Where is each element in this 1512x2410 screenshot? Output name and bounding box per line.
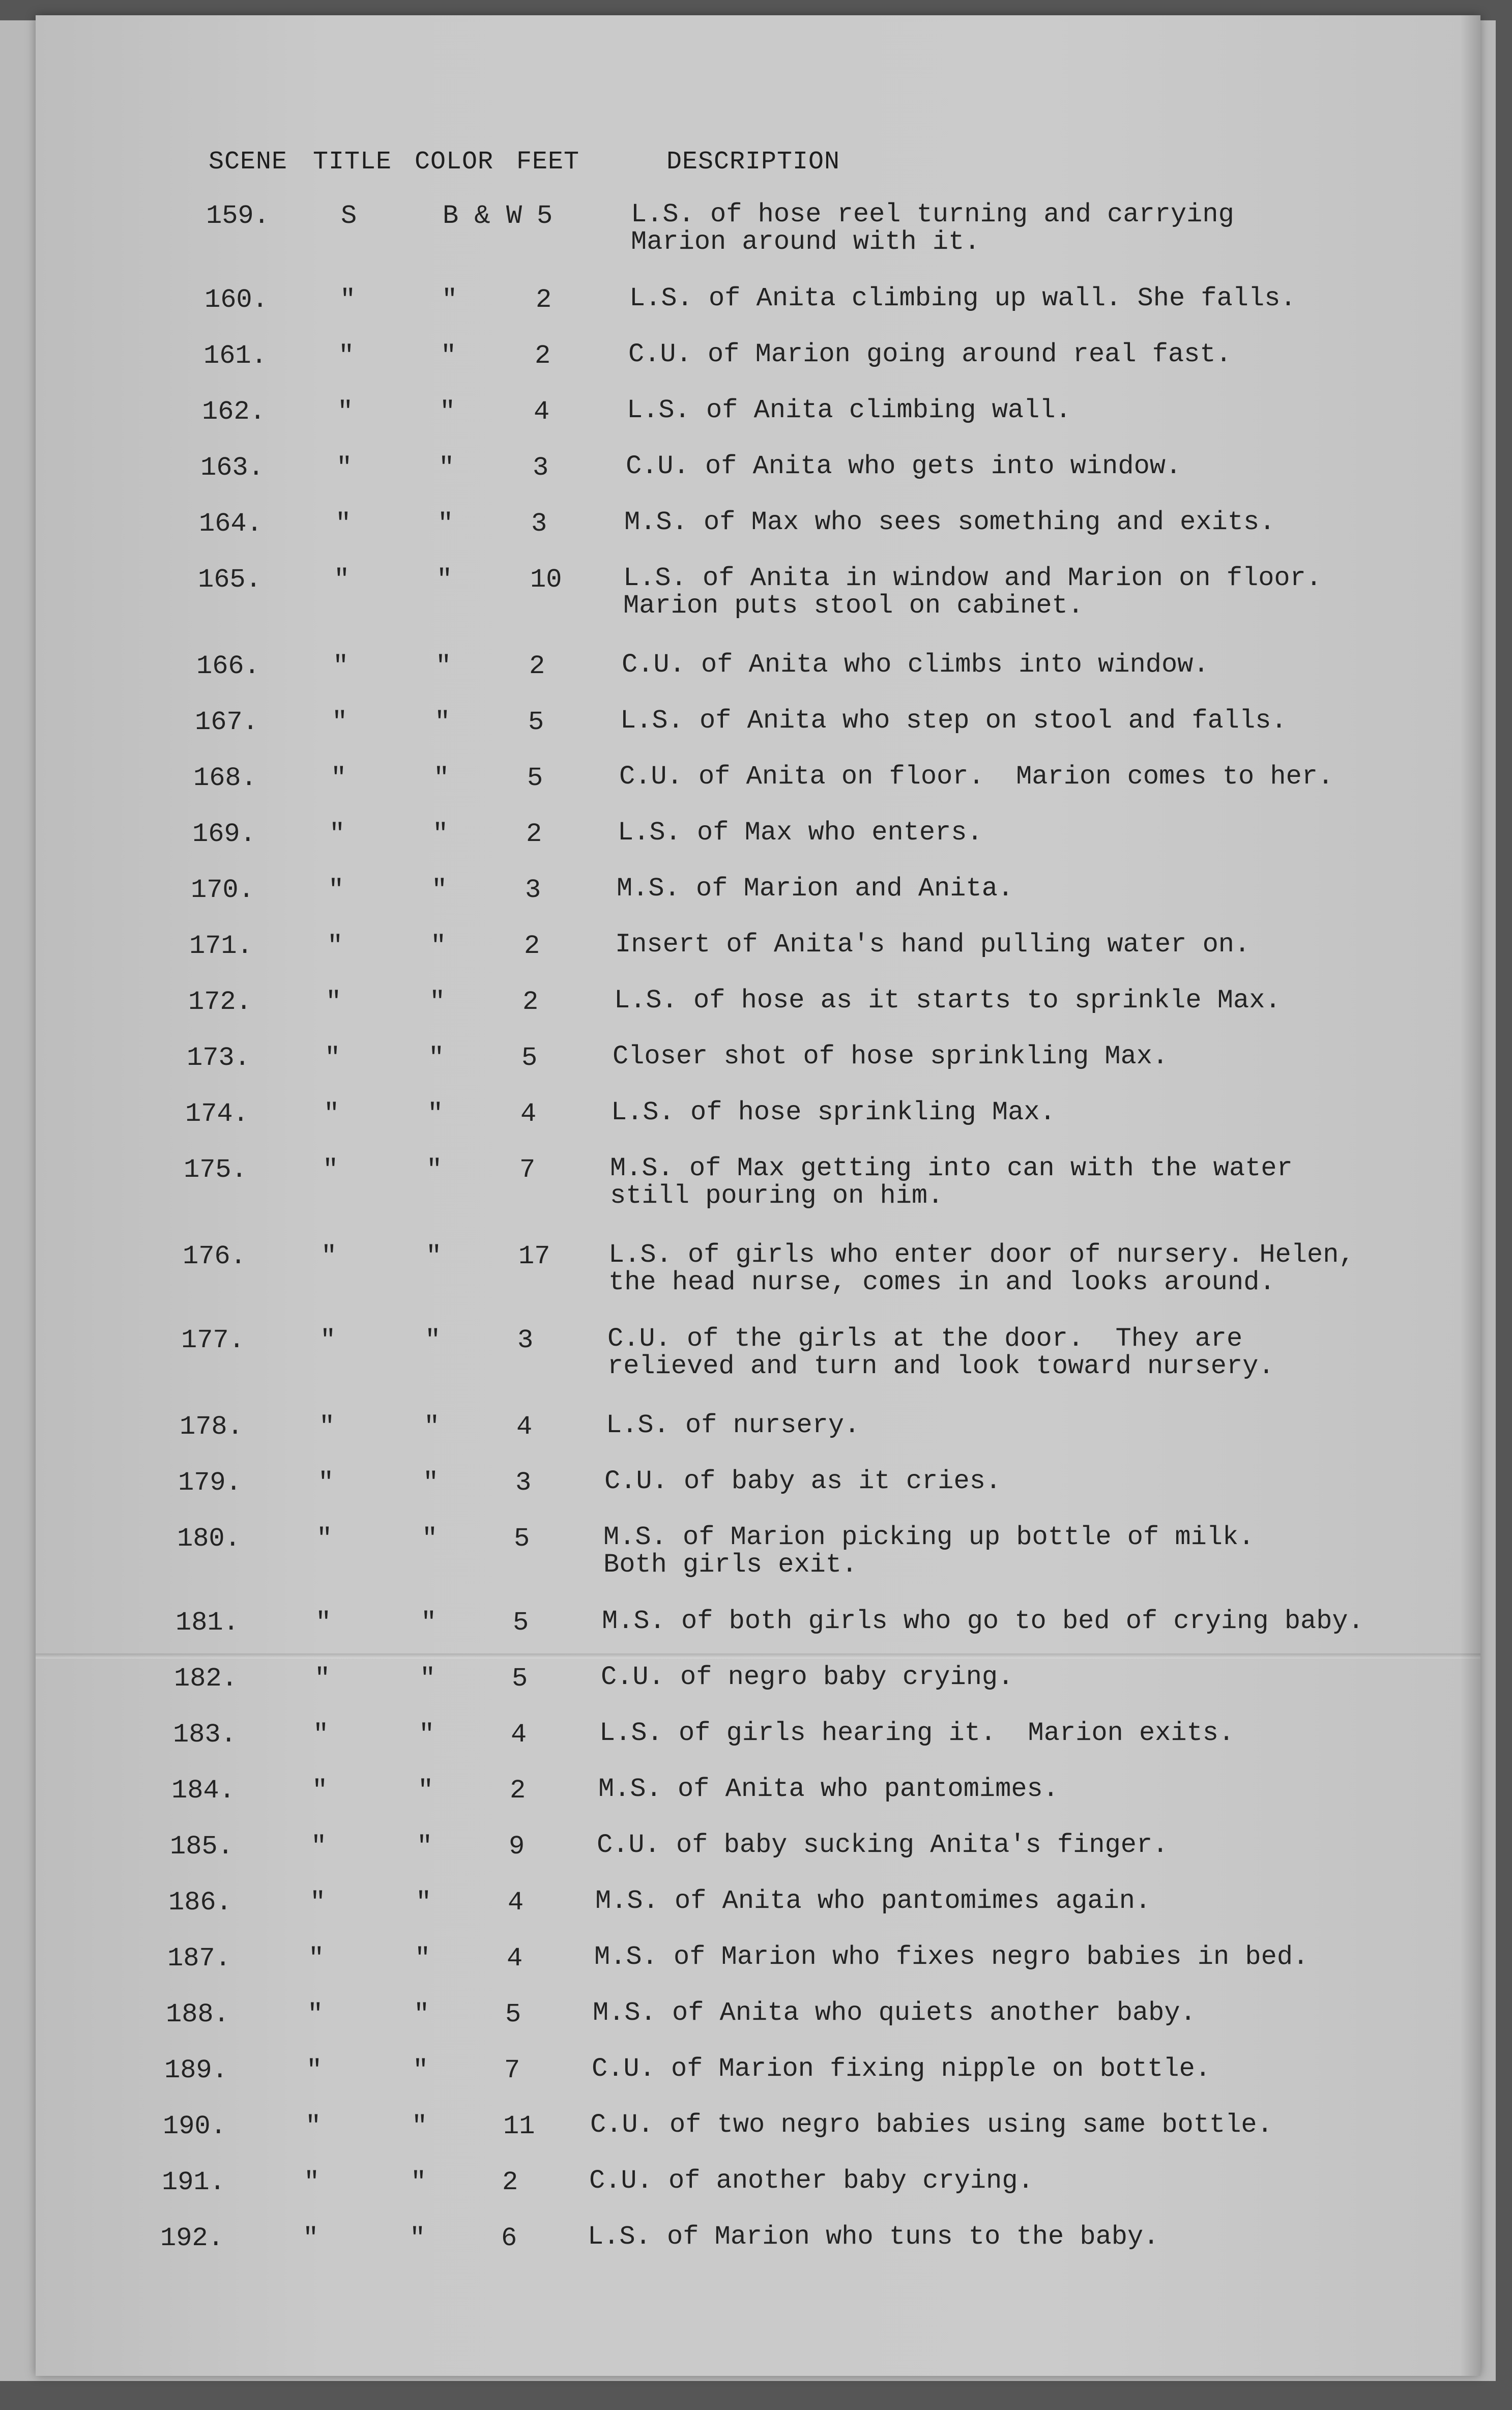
scene-number: 167.: [195, 707, 258, 737]
scene-number: 159.: [206, 201, 270, 231]
color-cell: ": [435, 651, 452, 681]
description-cell: L.S. of hose reel turning and carrying Marion around with it.: [631, 199, 1234, 257]
title-cell: ": [328, 875, 344, 905]
description-cell: M.S. of Anita who pantomimes again.: [595, 1886, 1151, 1916]
color-cell: ": [431, 875, 448, 905]
color-cell: ": [425, 1325, 441, 1355]
title-cell: ": [311, 1832, 327, 1862]
table-row: [36, 2167, 1460, 2223]
color-cell: ": [427, 1099, 444, 1129]
table-row: [36, 987, 1460, 1043]
scene-number: 186.: [168, 1888, 232, 1918]
description-cell: C.U. of negro baby crying.: [601, 1662, 1014, 1692]
scene-number: 175.: [184, 1155, 247, 1185]
scene-number: 172.: [188, 987, 252, 1017]
table-row: [36, 1524, 1460, 1580]
table-row: [36, 819, 1460, 875]
scene-number: 184.: [171, 1776, 235, 1806]
description-cell: L.S. of nursery.: [606, 1410, 860, 1440]
scene-number: 165.: [198, 565, 261, 595]
color-cell: ": [420, 1664, 436, 1694]
title-cell: ": [316, 1524, 333, 1554]
scene-number: 181.: [176, 1608, 239, 1638]
title-cell: ": [329, 819, 345, 849]
color-cell: ": [415, 1943, 431, 1973]
color-cell: ": [422, 1524, 438, 1554]
feet-cell: 2: [502, 2167, 518, 2197]
scene-number: 168.: [193, 763, 257, 793]
color-cell: ": [412, 2111, 428, 2141]
description-cell: M.S. of Marion who fixes negro babies in bed.: [594, 1942, 1309, 1972]
feet-cell: 5: [514, 1524, 530, 1554]
description-cell: C.U. of baby sucking Anita's finger.: [597, 1830, 1169, 1860]
table-row: [36, 1155, 1460, 1211]
feet-cell: 2: [526, 819, 542, 849]
feet-cell: 4: [507, 1943, 523, 1973]
color-cell: ": [429, 987, 446, 1017]
title-cell: ": [335, 509, 352, 539]
feet-cell: 5: [505, 1999, 521, 2029]
feet-cell: 9: [509, 1832, 525, 1862]
feet-cell: 4: [520, 1099, 537, 1129]
color-cell: ": [416, 1888, 432, 1918]
feet-cell: 2: [529, 651, 545, 681]
description-cell: L.S. of Marion who tuns to the baby.: [588, 2222, 1159, 2252]
table-row: [36, 2055, 1460, 2111]
feet-cell: 3: [531, 509, 547, 539]
description-cell: C.U. of another baby crying.: [589, 2166, 1034, 2196]
feet-cell: 3: [517, 1325, 534, 1355]
title-cell: ": [340, 285, 356, 315]
header-feet: FEET: [516, 148, 580, 177]
table-row: [36, 285, 1460, 341]
description-cell: M.S. of Marion picking up bottle of milk. Both girls exit.: [603, 1522, 1255, 1580]
title-cell: ": [319, 1412, 335, 1442]
color-cell: ": [424, 1412, 440, 1442]
table-row: [36, 1999, 1460, 2055]
color-cell: ": [418, 1776, 434, 1806]
feet-cell: 4: [516, 1412, 533, 1442]
title-cell: ": [310, 1888, 326, 1918]
document-page: [36, 15, 1480, 2376]
table-row: [36, 651, 1460, 707]
title-cell: ": [338, 341, 355, 371]
color-cell: ": [437, 565, 453, 595]
description-cell: C.U. of Anita on floor. Marion comes to her.: [619, 762, 1334, 792]
description-cell: Insert of Anita's hand pulling water on.: [615, 930, 1251, 960]
title-cell: ": [306, 2055, 323, 2085]
table-row: [36, 341, 1460, 397]
title-cell: ": [307, 1999, 324, 2029]
color-cell: ": [432, 819, 449, 849]
table-row: [36, 1832, 1460, 1888]
color-cell: ": [428, 1043, 445, 1073]
feet-cell: 2: [524, 931, 540, 961]
color-cell: ": [423, 1468, 439, 1498]
feet-cell: 4: [511, 1720, 527, 1750]
table-row: [36, 1776, 1460, 1832]
table-row: [36, 453, 1460, 509]
scene-number: 179.: [178, 1468, 242, 1498]
title-cell: ": [331, 763, 347, 793]
feet-cell: 7: [519, 1155, 536, 1185]
table-row: [36, 1888, 1460, 1943]
table-row: [36, 1468, 1460, 1524]
scene-number: 166.: [196, 651, 260, 681]
scene-number: 170.: [191, 875, 254, 905]
table-row: [36, 2111, 1460, 2167]
feet-cell: 10: [530, 565, 562, 595]
description-cell: L.S. of hose as it starts to sprinkle Max.: [614, 985, 1281, 1015]
header-description: DESCRIPTION: [666, 148, 840, 177]
table-row: [36, 707, 1460, 763]
header-title: TITLE: [313, 148, 392, 177]
feet-cell: 2: [522, 987, 539, 1017]
title-cell: ": [303, 2223, 319, 2253]
color-cell: ": [438, 509, 454, 539]
scene-number: 162.: [202, 397, 266, 427]
scene-number: 176.: [183, 1241, 246, 1271]
table-row: [36, 1943, 1460, 1999]
color-cell: B & W: [443, 201, 522, 231]
feet-cell: 6: [501, 2223, 517, 2253]
description-cell: C.U. of Marion fixing nipple on bottle.: [592, 2054, 1211, 2084]
color-cell: ": [434, 707, 451, 737]
color-cell: ": [439, 453, 455, 483]
scene-number: 180.: [177, 1524, 241, 1554]
scene-number: 161.: [203, 341, 267, 371]
title-cell: ": [304, 2167, 320, 2197]
description-cell: M.S. of both girls who go to bed of crying baby.: [602, 1606, 1364, 1636]
title-cell: S: [341, 201, 357, 231]
title-cell: ": [325, 1043, 341, 1073]
color-cell: ": [441, 341, 457, 371]
description-cell: L.S. of Anita climbing wall.: [627, 395, 1071, 425]
scene-number: 177.: [181, 1325, 245, 1355]
title-cell: ": [320, 1325, 336, 1355]
description-cell: Closer shot of hose sprinkling Max.: [613, 1041, 1169, 1071]
color-cell: ": [426, 1155, 443, 1185]
description-cell: C.U. of Anita who climbs into window.: [622, 650, 1209, 680]
scene-number: 174.: [185, 1099, 249, 1129]
table-row: [36, 1412, 1460, 1468]
color-cell: ": [421, 1608, 437, 1638]
title-cell: ": [337, 397, 354, 427]
title-cell: ": [321, 1241, 337, 1271]
table-row: [36, 763, 1460, 819]
table-row: [36, 1325, 1460, 1381]
feet-cell: 2: [535, 341, 551, 371]
scene-number: 191.: [162, 2167, 225, 2197]
table-row: [36, 509, 1460, 565]
feet-cell: 3: [533, 453, 549, 483]
feet-cell: 2: [536, 285, 552, 315]
table-row: [36, 1241, 1460, 1297]
description-cell: M.S. of Max who sees something and exits.: [624, 507, 1275, 537]
scene-number: 160.: [205, 285, 268, 315]
table-row: [36, 2223, 1460, 2279]
scene-number: 183.: [173, 1720, 237, 1750]
title-cell: ": [324, 1099, 340, 1129]
description-cell: L.S. of Anita climbing up wall. She falls.: [629, 283, 1296, 313]
feet-cell: 5: [537, 201, 553, 231]
description-cell: C.U. of Marion going around real fast.: [628, 339, 1232, 369]
scene-number: 178.: [180, 1412, 243, 1442]
title-cell: ": [318, 1468, 334, 1498]
table-row: [36, 1608, 1460, 1664]
table-row: [36, 397, 1460, 453]
title-cell: ": [305, 2111, 322, 2141]
scene-number: 192.: [160, 2223, 224, 2253]
color-cell: ": [440, 397, 456, 427]
feet-cell: 5: [512, 1664, 528, 1694]
scene-number: 173.: [187, 1043, 250, 1073]
scene-number: 188.: [166, 1999, 229, 2029]
title-cell: ": [333, 651, 349, 681]
title-cell: ": [334, 565, 350, 595]
description-cell: M.S. of Marion and Anita.: [617, 874, 1014, 904]
scene-number: 169.: [192, 819, 256, 849]
table-row: [36, 1099, 1460, 1155]
title-cell: ": [332, 707, 348, 737]
color-cell: ": [419, 1720, 435, 1750]
table-row: [36, 875, 1460, 931]
feet-cell: 2: [510, 1776, 526, 1806]
title-cell: ": [312, 1776, 328, 1806]
description-cell: L.S. of Anita who step on stool and falls.: [620, 706, 1287, 736]
scene-number: 190.: [163, 2111, 226, 2141]
description-cell: L.S. of girls who enter door of nursery. Helen, the head nurse, comes in and looks around.: [608, 1240, 1355, 1297]
title-cell: ": [313, 1720, 329, 1750]
title-cell: ": [336, 453, 353, 483]
scene-number: 182.: [174, 1664, 238, 1694]
scene-number: 187.: [167, 1943, 231, 1973]
table-row: [36, 1720, 1460, 1776]
feet-cell: 3: [525, 875, 541, 905]
table-row: [36, 201, 1460, 257]
feet-cell: 5: [513, 1608, 529, 1638]
feet-cell: 11: [503, 2111, 535, 2141]
description-cell: L.S. of girls hearing it. Marion exits.: [599, 1718, 1235, 1748]
scene-number: 164.: [199, 509, 263, 539]
title-cell: ": [314, 1664, 331, 1694]
scene-number: 163.: [200, 453, 264, 483]
color-cell: ": [442, 285, 458, 315]
feet-cell: 4: [508, 1888, 524, 1918]
color-cell: ": [433, 763, 450, 793]
scene-list: [36, 15, 1480, 2376]
table-row: [36, 1664, 1460, 1720]
feet-cell: 5: [521, 1043, 538, 1073]
color-cell: ": [413, 2055, 429, 2085]
description-cell: L.S. of Max who enters.: [618, 818, 983, 848]
description-cell: M.S. of Max getting into can with the water still pouring on him.: [610, 1153, 1293, 1211]
description-cell: C.U. of baby as it cries.: [604, 1466, 1002, 1496]
table-row: [36, 931, 1460, 987]
description-cell: C.U. of Anita who gets into window.: [626, 451, 1182, 481]
feet-cell: 17: [518, 1241, 550, 1271]
table-row: [36, 565, 1460, 621]
description-cell: L.S. of Anita in window and Marion on floor. Marion puts stool on cabinet.: [623, 563, 1322, 621]
color-cell: ": [426, 1241, 442, 1271]
feet-cell: 3: [515, 1468, 532, 1498]
description-cell: L.S. of hose sprinkling Max.: [611, 1097, 1056, 1127]
header-scene: SCENE: [209, 148, 288, 177]
color-cell: ": [410, 2223, 426, 2253]
feet-cell: 5: [528, 707, 544, 737]
scene-number: 185.: [170, 1832, 234, 1862]
color-cell: ": [417, 1832, 433, 1862]
header-color: COLOR: [415, 148, 494, 177]
table-row: [36, 1043, 1460, 1099]
description-cell: C.U. of the girls at the door. They are relieved and turn and look toward nursery.: [607, 1324, 1274, 1381]
color-cell: ": [414, 1999, 430, 2029]
scene-number: 171.: [189, 931, 253, 961]
description-cell: C.U. of two negro babies using same bottle.: [590, 2110, 1273, 2140]
title-cell: ": [323, 1155, 339, 1185]
scene-number: 189.: [164, 2055, 228, 2085]
title-cell: ": [315, 1608, 332, 1638]
title-cell: ": [326, 987, 342, 1017]
feet-cell: 5: [527, 763, 543, 793]
feet-cell: 7: [504, 2055, 520, 2085]
title-cell: ": [327, 931, 343, 961]
feet-cell: 4: [534, 397, 550, 427]
color-cell: ": [430, 931, 447, 961]
description-cell: M.S. of Anita who pantomimes.: [598, 1774, 1059, 1804]
description-cell: M.S. of Anita who quiets another baby.: [593, 1998, 1196, 2028]
color-cell: ": [411, 2167, 427, 2197]
title-cell: ": [308, 1943, 325, 1973]
